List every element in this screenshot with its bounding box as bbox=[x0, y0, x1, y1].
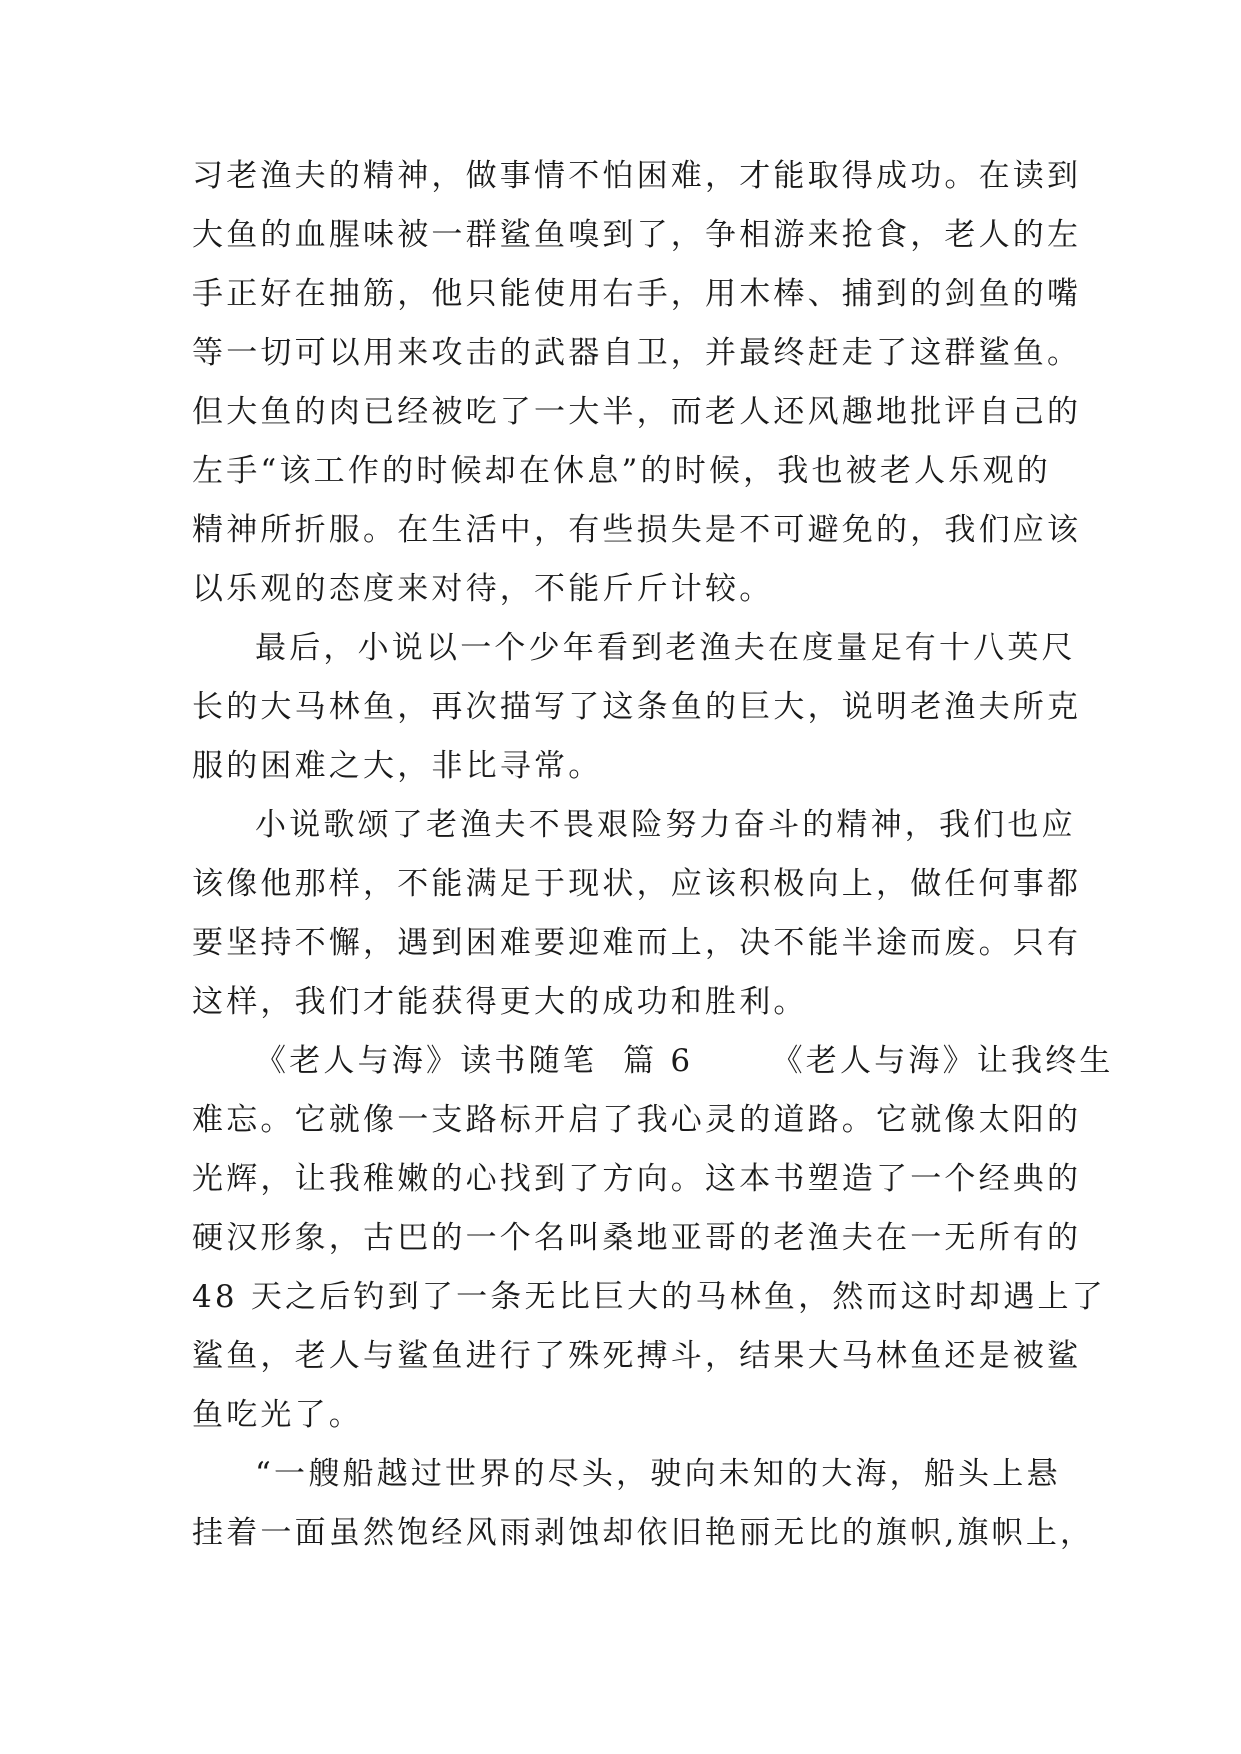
text-line: 挂着一面虽然饱经风雨剥蚀却依旧艳丽无比的旗帜,旗帜上， bbox=[192, 1515, 1095, 1551]
paragraph-start-line: “一艘船越过世界的尽头，驶向未知的大海，船头上悬 bbox=[255, 1456, 1061, 1492]
text-line: 左手“该工作的时候却在休息”的时候，我也被老人乐观的 bbox=[192, 453, 1051, 489]
paragraph-start-line: 小说歌颂了老渔夫不畏艰险努力奋斗的精神，我们也应 bbox=[255, 807, 1076, 843]
text-line: 难忘。它就像一支路标开启了我心灵的道路。它就像太阳的 bbox=[192, 1102, 1082, 1138]
text-line: 光辉，让我稚嫩的心找到了方向。这本书塑造了一个经典的 bbox=[192, 1161, 1082, 1197]
text-line: 习老渔夫的精神，做事情不怕困难，才能取得成功。在读到 bbox=[192, 158, 1082, 194]
text-line: 等一切可以用来攻击的武器自卫，并最终赶走了这群鲨鱼。 bbox=[192, 335, 1082, 371]
text-line: 长的大马林鱼，再次描写了这条鱼的巨大，说明老渔夫所克 bbox=[192, 689, 1082, 725]
text-line: 该像他那样，不能满足于现状，应该积极向上，做任何事都 bbox=[192, 866, 1082, 902]
text-line: 大鱼的血腥味被一群鲨鱼嗅到了，争相游来抢食，老人的左 bbox=[192, 217, 1082, 253]
text-line: 这样，我们才能获得更大的成功和胜利。 bbox=[192, 984, 808, 1020]
text-line: 48 天之后钓到了一条无比巨大的马林鱼，然而这时却遇上了 bbox=[192, 1279, 1106, 1315]
text-line: 鲨鱼，老人与鲨鱼进行了殊死搏斗，结果大马林鱼还是被鲨 bbox=[192, 1338, 1082, 1374]
text-line: 鱼吃光了。 bbox=[192, 1397, 363, 1433]
text-line: 精神所折服。在生活中，有些损失是不可避免的，我们应该 bbox=[192, 512, 1082, 548]
text-line: 手正好在抽筋，他只能使用右手，用木棒、捕到的剑鱼的嘴 bbox=[192, 276, 1082, 312]
paragraph-start-line: 最后，小说以一个少年看到老渔夫在度量足有十八英尺 bbox=[255, 630, 1076, 666]
text-line: 但大鱼的肉已经被吃了一大半，而老人还风趣地批评自己的 bbox=[192, 394, 1082, 430]
text-line: 硬汉形象，古巴的一个名叫桑地亚哥的老渔夫在一无所有的 bbox=[192, 1220, 1082, 1256]
section-heading-line: 《老人与海》读书随笔 篇 6 《老人与海》让我终生 bbox=[255, 1043, 1114, 1079]
text-line: 以乐观的态度来对待，不能斤斤计较。 bbox=[192, 571, 774, 607]
text-line: 要坚持不懈，遇到困难要迎难而上，决不能半途而废。只有 bbox=[192, 925, 1082, 961]
text-line: 服的困难之大，非比寻常。 bbox=[192, 748, 603, 784]
